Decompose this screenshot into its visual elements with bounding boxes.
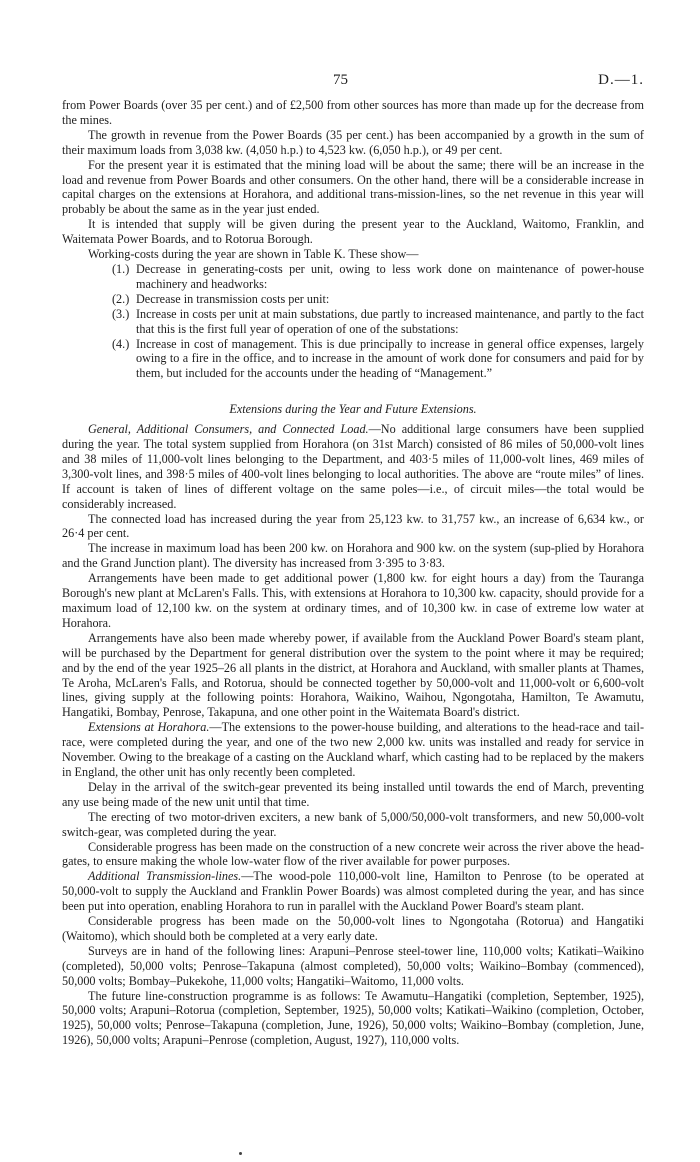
paragraph: It is intended that supply will be given during the present year to the Auckland, Waitomo, Franklin, and Waitemata Power Boards, and to Rotorua Borough. [62,217,644,247]
paragraph-text: —The extensions to the power-house building, and alterations to the head-race and tail-race, were completed during the year, and one of the two new 2,000 kw. units was installed and ready for service in November. Owing to the breakage of a casting on the Auckland wharf, which casting had to be replaced by the makers in England, the other unit has only recently been completed. [62,720,645,779]
list-item [62,307,644,337]
working-costs-list [62,262,644,381]
paragraph: from Power Boards (over 35 per cent.) and of £2,500 from other sources has more than made up for the decrease from the mines. [62,98,644,127]
paragraph: Arrangements have also been made whereby power, if available from the Auckland Power Board's steam plant, will be purchased by the Department for general distribution over the system to the point where it may be required; and by the end of the year 1925–26 all plants in the district, at Horahora and Auckland, with smaller plants at Thames, Te Aroha, McLaren's Falls, and Rotorua, should be connected together by 50,000-volt and 11,000-volt or 6,600-volt lines, giving supply at the following points: Horahora, Waikino, Waihou, Ngongotaha, Hamilton, Te Awamutu, Hangatiki, Bombay, Penrose, Takapuna, and one other point in the Waitemata Board's district. [62,630,644,720]
list-item-text: Increase in cost of management. This is due principally to increase in general office expenses, largely owing to a fire in the office, and to increase in the amount of work done for consumers and paid for by them, but included for the accounts under the heading of “Management.” [136,336,644,381]
paragraph: Delay in the arrival of the switch-gear prevented its being installed until towards the end of March, preventing any use being made of the new unit until that time. [62,779,644,809]
page-body [62,98,644,1048]
list-item [62,292,644,307]
paragraph: The growth in revenue from the Power Boards (35 per cent.) has been accompanied by a growth in the sum of their maximum loads from 3,038 kw. (4,050 h.p.) to 4,523 kw. (6,050 h.p.), or 49 per cent. [62,127,644,157]
list-item-text: Decrease in transmission costs per unit: [136,291,330,306]
paragraph [62,869,644,914]
paragraph: The future line-construction programme is as follows: Te Awamutu–Hangatiki (completion, September, 1925), 50,000 volts; Arapuni–Rotorua (completion, September, 1925), 50,000 volts; Katikati–Waikino (completion, October, 1925), 50,000 volts; Penrose–Takapuna (completion, June, 1926), 50,000 volts; Waikino–Bombay (completion, June, 1926), 50,000 volts; Arapuni–Penrose (completion, August, 1927), 110,000 volts. [62,988,644,1048]
list-item-text: Increase in costs per unit at main substations, due partly to increased maintenance, and partly to the fact that this is the first full year of operation of one of the substations: [136,306,644,336]
paragraph: Considerable progress has been made on the construction of a new concrete weir across the river above the head-gates, to ensure making the whole low-water flow of the river available for power purposes. [62,839,644,869]
section-heading: Extensions during the Year and Future Extensions. [229,402,477,417]
paragraph: Surveys are in hand of the following lines: Arapuni–Penrose steel-tower line, 110,000 volts; Katikati–Waikino (completed), 50,000 volts; Penrose–Takapuna (almost completed), 50,000 volts; Waikino–Bombay (commenced), 50,000 volts; Bombay–Pukekohe, 11,000 volts; Hangatiki–Waitomo, 11,000 volts. [62,943,644,988]
runin-heading: Extensions at Horahora. [88,720,210,735]
list-item [62,262,644,292]
print-mark [239,1152,242,1155]
list-item [62,337,644,382]
list-item-number: (2.) [112,291,130,306]
paragraph-text: —No additional large consumers have been supplied during the year. The total system supplied from Horahora (on 31st March) consisted of 86 miles of 50,000-volt lines and 38 miles of 11,000-volt lines belonging to the Department, and 403·5 miles of 11,000-volt lines, 469 miles of 3,300-volt lines, and 398·5 miles of 400-volt lines belonging to local authorities. The above are “route miles” of lines. If account is taken of lines of different voltage on the same poles—i.e., of circuit miles—the total would be considerably increased. [62,422,644,511]
document-reference: D.—1. [598,72,644,88]
list-item-number: (4.) [112,336,130,351]
paragraph: For the present year it is estimated that the mining load will be about the same; there will be an increase in the load and revenue from Power Boards and other consumers. On the other hand, there will be a considerable increase in capital charges on the extensions at Horahora, and additional trans-mission-lines, so the net revenue in this year will probably be about the same as in the year just ended. [62,157,644,217]
paragraph-text: —The wood-pole 110,000-volt line, Hamilton to Penrose (to be operated at 50,000-volt to supply the Auckland and Franklin Power Boards) was almost completed during the year, and has since been put into operation, enabling Horahora to run in parallel with the Auckland Power Board's steam plant. [62,869,644,914]
list-item-text: Decrease in generating-costs per unit, owing to less work done on maintenance of power-house machinery and headworks: [136,261,644,291]
paragraph: The erecting of two motor-driven exciters, a new bank of 5,000/50,000-volt transformers, and new 50,000-volt switch-gear, was completed during the year. [62,809,644,839]
list-item-number: (3.) [112,306,130,321]
list-item-number: (1.) [112,261,130,276]
paragraph: Considerable progress has been made on the 50,000-volt lines to Ngongotaha (Rotorua) and Hangatiki (Waitomo), which should both be completed at a very early date. [62,914,644,943]
paragraph [62,422,644,511]
runin-heading: General, Additional Consumers, and Connected Load. [88,422,369,437]
paragraph: The increase in maximum load has been 200 kw. on Horahora and 900 kw. on the system (sup-plied by Horahora and the Grand Junction plant). The diversity has increased from 3·395 to 3·83. [62,541,644,571]
page-header [0,72,700,92]
paragraph: The connected load has increased during the year from 25,123 kw. to 31,757 kw., an increase of 6,634 kw., or 26·4 per cent. [62,511,644,541]
page-number: 75 [333,72,348,88]
paragraph: Arrangements have been made to get additional power (1,800 kw. for eight hours a day) from the Tauranga Borough's new plant at McLaren's Falls. This, with extensions at Horahora to 10,300 kw. capacity, should provide for a maximum load of 12,100 kw. on the system at ordinary times, and of 10,300 kw. in case of extreme low water at Horahora. [62,571,644,630]
runin-heading: Additional Transmission-lines. [88,869,242,884]
paragraph: Working-costs during the year are shown in Table K. These show— [88,247,419,262]
paragraph [62,720,644,780]
